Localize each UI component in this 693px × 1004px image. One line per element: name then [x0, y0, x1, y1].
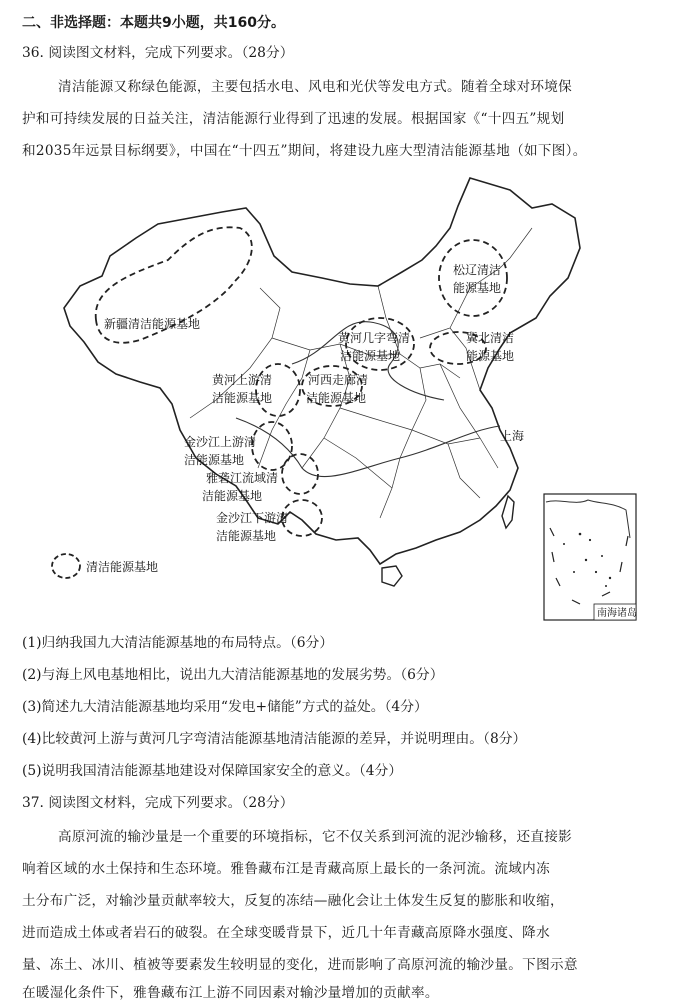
- label-huanghe-up: 黄河上游清: [212, 373, 273, 387]
- q37-para-line: 在暖湿化条件下，雅鲁藏布江上游不同因素对输沙量增加的贡献率。: [22, 985, 439, 1001]
- label-jinsha-up: 金沙江上游清: [184, 435, 257, 449]
- inset-box: [544, 494, 636, 620]
- huanghe-up-base-outline: [256, 364, 300, 416]
- label-shanghai: 上海: [500, 429, 525, 443]
- label-songliao: 能源基地: [453, 281, 502, 295]
- label-huanghe-jizi: 黄河几字弯清: [338, 331, 411, 345]
- label-songliao: 松辽清洁: [453, 263, 502, 277]
- q37-para-line: 响着区域的水土保持和生态环境。雅鲁藏布江是青藏高原上最长的一条河流。流域内冻: [22, 861, 550, 877]
- label-jinsha-up: 洁能源基地: [184, 453, 245, 467]
- label-jibei: 冀北清洁: [466, 331, 515, 345]
- q37-para-line: 量、冻土、冰川、植被等要素发生较明显的变化，进而影响了高原河流的输沙量。下图示意: [22, 957, 578, 973]
- label-huanghe-up: 洁能源基地: [212, 391, 273, 405]
- label-xinjiang: 新疆清洁能源基地: [104, 317, 201, 331]
- inset-coast: [546, 500, 630, 538]
- q37-para-line: 高原河流的输沙量是一个重要的环境指标，它不仅关系到河流的泥沙输移，还直接影: [58, 829, 573, 845]
- q36-subquestion: (1)归纳我国九大清洁能源基地的布局特点。（6分）: [22, 635, 334, 651]
- q36-subquestion: (3)简述九大清洁能源基地均采用“发电+储能”方式的益处。（4分）: [22, 699, 428, 715]
- inset-label: 南海诸岛: [597, 608, 637, 619]
- label-hexi: 洁能源基地: [306, 391, 367, 405]
- yalong-base-outline: [282, 454, 318, 494]
- q36-subquestion: (5)说明我国清洁能源基地建设对保障国家安全的意义。（4分）: [22, 763, 403, 779]
- label-jinsha-down: 金沙江下游清: [216, 511, 289, 525]
- songliao-base-outline: [439, 240, 507, 316]
- china-clean-energy-map: [40, 168, 640, 624]
- q36-para-line: 护和可持续发展的日益关注，清洁能源行业得到了迅速的发展。根据国家《“十四五”规划: [22, 111, 565, 127]
- legend-label: 清洁能源基地: [86, 560, 159, 574]
- inset-islands: [563, 533, 611, 587]
- q37-para-line: 进而造成土体或者岩石的破裂。在全球变暖背景下，近几十年青藏高原降水强度、降水: [22, 925, 550, 941]
- label-jinsha-down: 洁能源基地: [216, 529, 277, 543]
- q37-title: 37. 阅读图文材料，完成下列要求。（28分）: [22, 795, 294, 811]
- label-huanghe-jizi: 洁能源基地: [340, 349, 401, 363]
- q36-para-line: 和2035年远景目标纲要》，中国在“十四五”期间，将建设九座大型清洁能源基地（如下图）。: [22, 143, 587, 159]
- legend-symbol: [52, 554, 80, 578]
- label-yalong: 雅砻江流域清: [206, 471, 279, 485]
- q36-subquestion: (2)与海上风电基地相比，说出九大清洁能源基地的发展劣势。（6分）: [22, 667, 444, 683]
- label-yalong: 洁能源基地: [202, 489, 263, 503]
- q36-para-line: 清洁能源又称绿色能源，主要包括水电、风电和光伏等发电方式。随着全球对环境保: [58, 79, 573, 95]
- inset-dashes: [550, 528, 628, 604]
- taiwan-island: [502, 496, 514, 528]
- section-header: 二、非选择题：本题共9小题，共160分。: [22, 15, 285, 31]
- q36-title: 36. 阅读图文材料，完成下列要求。（28分）: [22, 45, 294, 61]
- label-hexi: 河西走廊清: [308, 373, 369, 387]
- china-outline: [64, 178, 580, 564]
- q37-para-line: 土分布广泛，对输沙量贡献率较大，反复的冻结—融化会让土体发生反复的膨胀和收缩，: [22, 893, 564, 909]
- label-jibei: 能源基地: [466, 349, 515, 363]
- q36-subquestion: (4)比较黄河上游与黄河几字弯清洁能源基地清洁能源的差异，并说明理由。（8分）: [22, 731, 527, 747]
- hainan-island: [382, 566, 402, 586]
